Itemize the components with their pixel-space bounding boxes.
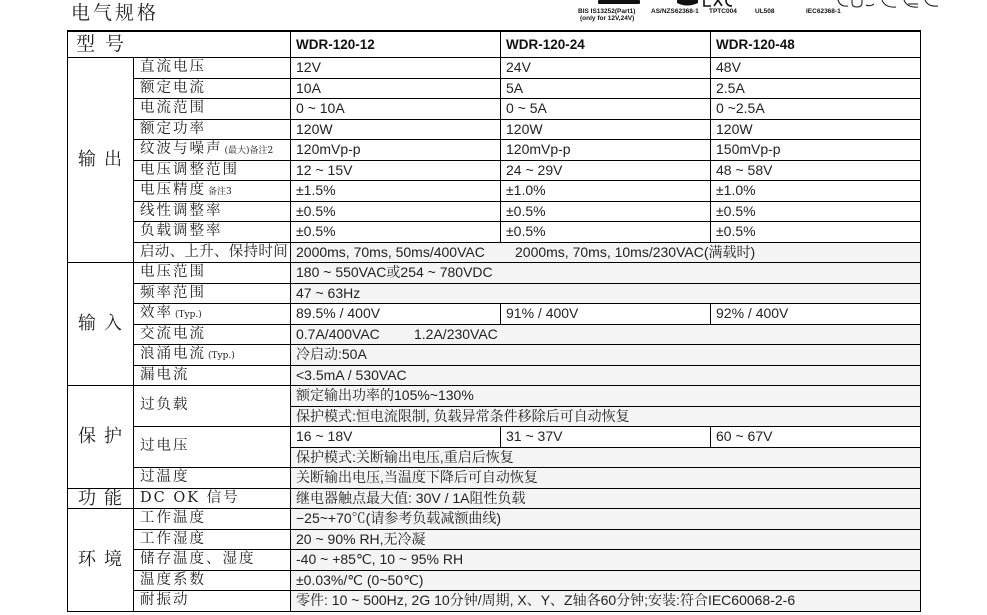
item-input-voltage-range: 电压范围: [134, 263, 291, 284]
overload-range-value: 额定输出功率的105%~130%: [291, 386, 921, 407]
item-ripple-noise-label: 纹波与噪声: [140, 141, 223, 157]
rated-current-value-12: 10A: [291, 79, 501, 100]
item-voltage-tolerance-label: 电压精度: [140, 182, 206, 198]
item-inrush-current: [134, 345, 291, 366]
certification-logos: [580, 0, 950, 8]
item-current-range: 电流范围: [134, 99, 291, 120]
item-dc-ok-signal: DC OK 信号: [134, 489, 291, 510]
item-working-humidity: 工作湿度: [134, 530, 291, 551]
voltage-tolerance-value-48: ±1.0%: [711, 181, 921, 202]
voltage-adj-range-value-24: 24 ~ 29V: [501, 161, 711, 182]
input-voltage-range-value: 180 ~ 550VAC或254 ~ 780VDC: [291, 263, 921, 284]
cert-label-tptc: TPTC004: [709, 8, 737, 15]
cert-note-bis: (only for 12V,24V): [580, 15, 635, 22]
storage-temp-humidity-value: -40 ~ +85℃, 10 ~ 95% RH: [291, 550, 921, 571]
model-wdr-120-48: WDR-120-48: [711, 32, 921, 58]
line-regulation-value-48: ±0.5%: [711, 202, 921, 223]
efficiency-value-24: 91% / 400V: [501, 304, 711, 325]
item-ripple-noise-note: (最大)备注2: [224, 146, 274, 156]
load-regulation-value-24: ±0.5%: [501, 222, 711, 243]
item-line-regulation: 线性调整率: [134, 202, 291, 223]
eac-logo: [704, 0, 732, 6]
current-range-value-12: 0 ~ 10A: [291, 99, 501, 120]
rated-power-value-12: 120W: [291, 120, 501, 141]
rated-power-value-24: 120W: [501, 120, 711, 141]
setup-rise-hold-time-230vac: 2000ms, 70ms, 10ms/230VAC(满载时): [515, 243, 756, 260]
item-efficiency-note: (Typ.): [175, 310, 202, 320]
cert-label-ul: UL508: [755, 8, 775, 15]
voltage-adj-range-value-12: 12 ~ 15V: [291, 161, 501, 182]
model-wdr-120-12: WDR-120-12: [291, 32, 501, 58]
leakage-current-value: <3.5mA / 530VAC: [291, 366, 921, 387]
item-voltage-tolerance: [134, 181, 291, 202]
item-rated-power: 额定功率: [134, 120, 291, 141]
item-load-regulation: 负载调整率: [134, 222, 291, 243]
rated-current-value-48: 2.5A: [711, 79, 921, 100]
efficiency-value-12: 89.5% / 400V: [291, 304, 501, 325]
model-wdr-120-24: WDR-120-24: [501, 32, 711, 58]
item-efficiency: [134, 304, 291, 325]
ac-current-230vac: 1.2A/230VAC: [414, 325, 498, 342]
current-range-value-24: 0 ~ 5A: [501, 99, 711, 120]
over-temperature-value: 关断输出电压,当温度下降后可自动恢复: [291, 468, 921, 489]
item-ac-current: 交流电流: [134, 325, 291, 346]
rated-current-value-24: 5A: [501, 79, 711, 100]
item-voltage-tolerance-note: 备注3: [208, 187, 232, 197]
over-voltage-mode-value: 保护模式:关断输出电压,重启后恢复: [291, 448, 921, 469]
section-title: 电气规格: [71, 2, 160, 24]
ac-current-value: [291, 325, 921, 346]
dc-voltage-value-48: 48V: [711, 58, 921, 79]
item-efficiency-label: 效率: [140, 305, 173, 321]
inrush-current-value: 冷启动:50A: [291, 345, 921, 366]
voltage-tolerance-value-24: ±1.0%: [501, 181, 711, 202]
item-dc-voltage: 直流电压: [134, 58, 291, 79]
item-voltage-adj-range: 电压调整范围: [134, 161, 291, 182]
ripple-noise-value-24: 120mVp-p: [501, 140, 711, 161]
rcm-logo: [677, 0, 698, 6]
spec-table: [67, 30, 921, 612]
item-over-temperature: 过温度: [134, 468, 291, 489]
working-humidity-value: 20 ~ 90% RH,无冷凝: [291, 530, 921, 551]
over-voltage-value-12: 16 ~ 18V: [291, 427, 501, 448]
load-regulation-value-48: ±0.5%: [711, 222, 921, 243]
ce-logo: [882, 0, 938, 7]
dc-voltage-value-12: 12V: [291, 58, 501, 79]
item-rated-current: 额定电流: [134, 79, 291, 100]
category-protection: 保护: [68, 386, 134, 489]
setup-rise-hold-time-value: [291, 243, 921, 264]
cert-label-bis: BIS IS13252(Part1): [578, 8, 636, 15]
cert-label-iec: IEC62368-1: [806, 8, 841, 15]
ul-logo: [838, 0, 874, 7]
cert-label-asnzs: AS/NZS62368-1: [651, 8, 699, 15]
item-frequency-range: 频率范围: [134, 284, 291, 305]
item-working-temp: 工作温度: [134, 509, 291, 530]
voltage-adj-range-value-48: 48 ~ 58V: [711, 161, 921, 182]
item-overload: 过负载: [134, 386, 291, 427]
ripple-noise-value-12: 120mVp-p: [291, 140, 501, 161]
load-regulation-value-12: ±0.5%: [291, 222, 501, 243]
category-function: 功能: [68, 489, 134, 510]
item-over-voltage: 过电压: [134, 427, 291, 468]
frequency-range-value: 47 ~ 63Hz: [291, 284, 921, 305]
line-regulation-value-24: ±0.5%: [501, 202, 711, 223]
setup-rise-hold-time-400vac: 2000ms, 70ms, 50ms/400VAC: [296, 243, 485, 260]
item-storage-temp-humidity: 储存温度、湿度: [134, 550, 291, 571]
category-input: 输入: [68, 263, 134, 386]
item-leakage-current: 漏电流: [134, 366, 291, 387]
dc-voltage-value-24: 24V: [501, 58, 711, 79]
ac-current-400vac: 0.7A/400VAC: [296, 325, 380, 342]
overload-mode-value: 保护模式:恒电流限制, 负载异常条件移除后可自动恢复: [291, 407, 921, 428]
temp-coefficient-value: ±0.03%/℃ (0~50℃): [291, 571, 921, 592]
item-temp-coefficient: 温度系数: [134, 571, 291, 592]
item-inrush-current-label: 浪涌电流: [140, 346, 206, 362]
item-ripple-noise: [134, 140, 291, 161]
over-voltage-value-48: 60 ~ 67V: [711, 427, 921, 448]
line-regulation-value-12: ±0.5%: [291, 202, 501, 223]
category-environment: 环境: [68, 509, 134, 612]
item-vibration: 耐振动: [134, 591, 291, 612]
dc-ok-signal-value: 继电器触点最大值: 30V / 1A阻性负载: [291, 489, 921, 510]
item-inrush-current-note: (Typ.): [208, 351, 235, 361]
efficiency-value-48: 92% / 400V: [711, 304, 921, 325]
voltage-tolerance-value-12: ±1.5%: [291, 181, 501, 202]
ripple-noise-value-48: 150mVp-p: [711, 140, 921, 161]
model-header-label: 型号: [68, 32, 291, 58]
working-temp-value: −25~+70℃(请参考负载减额曲线): [291, 509, 921, 530]
item-setup-rise-hold-time: 启动、上升、保持时间: [134, 243, 291, 264]
current-range-value-48: 0 ~2.5A: [711, 99, 921, 120]
over-voltage-value-24: 31 ~ 37V: [501, 427, 711, 448]
category-output: 输出: [68, 58, 134, 263]
rated-power-value-48: 120W: [711, 120, 921, 141]
bis-logo: [598, 0, 640, 4]
vibration-value: 零件: 10 ~ 500Hz, 2G 10分钟/周期, X、Y、Z轴各60分钟;安装:符合IEC60068-2-6: [291, 591, 921, 612]
